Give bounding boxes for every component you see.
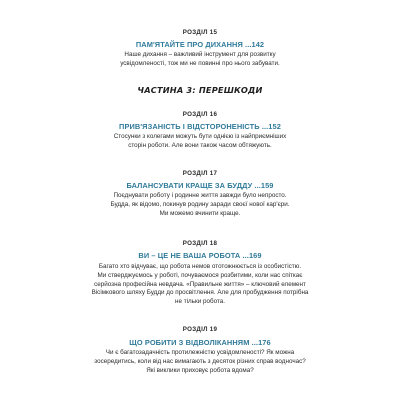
description-line: Які виклики приховує робота вдома? xyxy=(146,366,254,374)
description-line: Наше дихання – важливий інструмент для розвитку xyxy=(124,51,276,59)
chapter-description xyxy=(50,349,350,376)
chapter-label: РОЗДІЛ 15 xyxy=(182,29,218,36)
toc-entry-chapter-17 xyxy=(50,171,350,219)
chapter-title: ПАМ'ЯТАЙТЕ ПРО ДИХАННЯ ...142 xyxy=(135,40,265,50)
description-line: Чи є багатозадачність протилежністю усвідомленості? Як можна xyxy=(105,348,295,356)
chapter-description xyxy=(50,263,350,308)
chapter-title: ВИ – ЦЕ НЕ ВАША РОБОТА ...169 xyxy=(138,251,262,261)
description-line: Вісімкового шляху Будди до просвітлення. Але для пробудження потрібна xyxy=(91,289,309,297)
description-line: усвідомленості, тож ми не повинні про нього забувати. xyxy=(120,60,280,68)
description-line: Будда, як відомо, покинув родину заради своєї нової кар'єри. xyxy=(110,201,290,209)
chapter-label: РОЗДІЛ 16 xyxy=(182,110,218,118)
toc-entry-chapter-19 xyxy=(50,327,350,375)
toc-entry-chapter-18 xyxy=(50,241,350,307)
part-heading: ЧАСТИНА 3: ПЕРЕШКОДИ xyxy=(137,85,263,96)
chapter-title: БАЛАНСУВАТИ КРАЩЕ ЗА БУДДУ ...159 xyxy=(126,181,274,191)
description-line: Ми можемо вчинити краще. xyxy=(159,210,241,218)
chapter-title: ЩО РОБИТИ З ВІДВОЛІКАННЯМ ...176 xyxy=(129,337,271,347)
description-line: Поєднувати роботу і родинне життя завжди було непросто. xyxy=(113,192,287,200)
chapter-label: РОЗДІЛ 17 xyxy=(182,169,218,177)
description-line: серйозна професійна невдача. «Правильне життя» – ключовий елемент xyxy=(94,280,306,288)
toc-entry-chapter-15 xyxy=(50,30,350,69)
chapter-label: РОЗДІЛ 18 xyxy=(182,240,218,248)
description-line: не тільки робота. xyxy=(174,298,226,306)
description-line: Стосунки з колегами можуть бути однією із найприємніших xyxy=(113,133,287,141)
chapter-description xyxy=(50,133,350,151)
description-line: сторін роботи. Але вони також часом обтяжують. xyxy=(128,141,272,149)
chapter-title: ПРИВ'ЯЗАНІСТЬ І ВІДСТОРОНЕНІСТЬ ...152 xyxy=(119,121,281,131)
description-line: Багато хто відчуває, що робота немов ототожнюється із особистістю. xyxy=(98,262,302,270)
description-line: Ми стверджуємось у роботі, почуваємося розбитими, коли нас спіткає xyxy=(97,271,303,279)
description-line: зосередитись, коли від нас вимагають з десяток різних справ водночас? xyxy=(94,357,306,365)
chapter-description xyxy=(50,192,350,219)
toc-entry-chapter-16 xyxy=(50,112,350,151)
chapter-label: РОЗДІЛ 19 xyxy=(182,326,218,334)
chapter-description xyxy=(50,51,350,69)
